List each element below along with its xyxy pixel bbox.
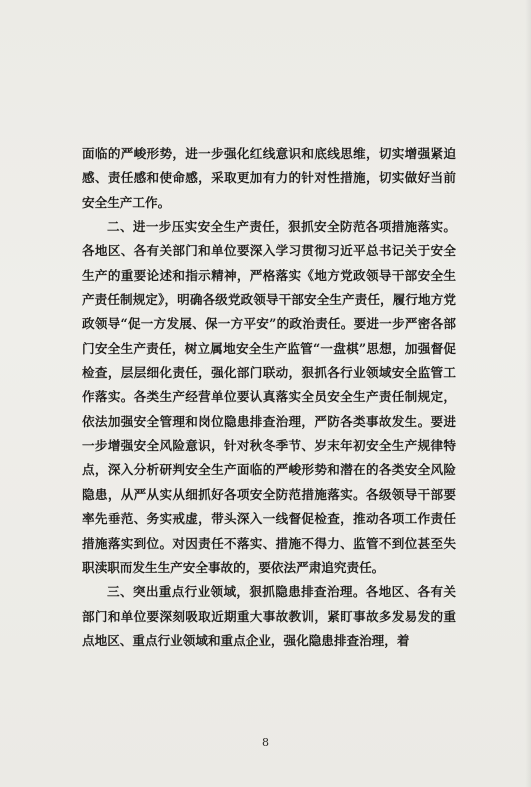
paragraph-section-three: 三、突出重点行业领域，狠抓隐患排查治理。各地区、各有关部门和单位要深刻吸取近期重大事故教训，紧盯事故多发易发的重点地区、重点行业领域和重点企业，强化隐患排查治理，着 <box>82 584 456 648</box>
paragraph-continuation: 面临的严峻形势，进一步强化红线意识和底线思维，切实增强紧迫感、责任感和使命感，采取更加有力的针对性措施，切实做好当前安全生产工作。 <box>82 146 456 210</box>
document-body <box>82 142 456 653</box>
page-edge-shadow <box>525 0 531 787</box>
page-number: 8 <box>262 736 269 749</box>
paragraph-section-two: 二、进一步压实安全生产责任，狠抓安全防范各项措施落实。各地区、各有关部门和单位要深入学习贯彻习近平总书记关于安全生产的重要论述和指示精神，严格落实《地方党政领导干部安全生产责任制规定》，明确各级党政领导干部安全生产责任，履行地方党政领导“促一方发展、保一方平安”的政治责任。要进一步严密各部门安全生产责任，树立属地安全生产监管“一盘棋”思想，加强督促检查，层层细化责任，强化部门联动，狠抓各行业领域安全监管工作落实。各类生产经营单位要认真落实全员安全生产责任制规定，依法加强安全管理和岗位隐患排查治理，严防各类事故发生。要进一步增强安全风险意识，针对秋冬季节、岁末年初安全生产规律特点，深入分析研判安全生产面临的严峻形势和潜在的各类安全风险隐患，从严从实从细抓好各项安全防范措施落实。各级领导干部要率先垂范、务实戒虚，带头深入一线督促检查，推动各项工作责任措施落实到位。对因责任不落实、措施不得力、监管不到位甚至失职渎职而发生生产安全事故的，要依法严肃追究责任。 <box>82 219 456 575</box>
